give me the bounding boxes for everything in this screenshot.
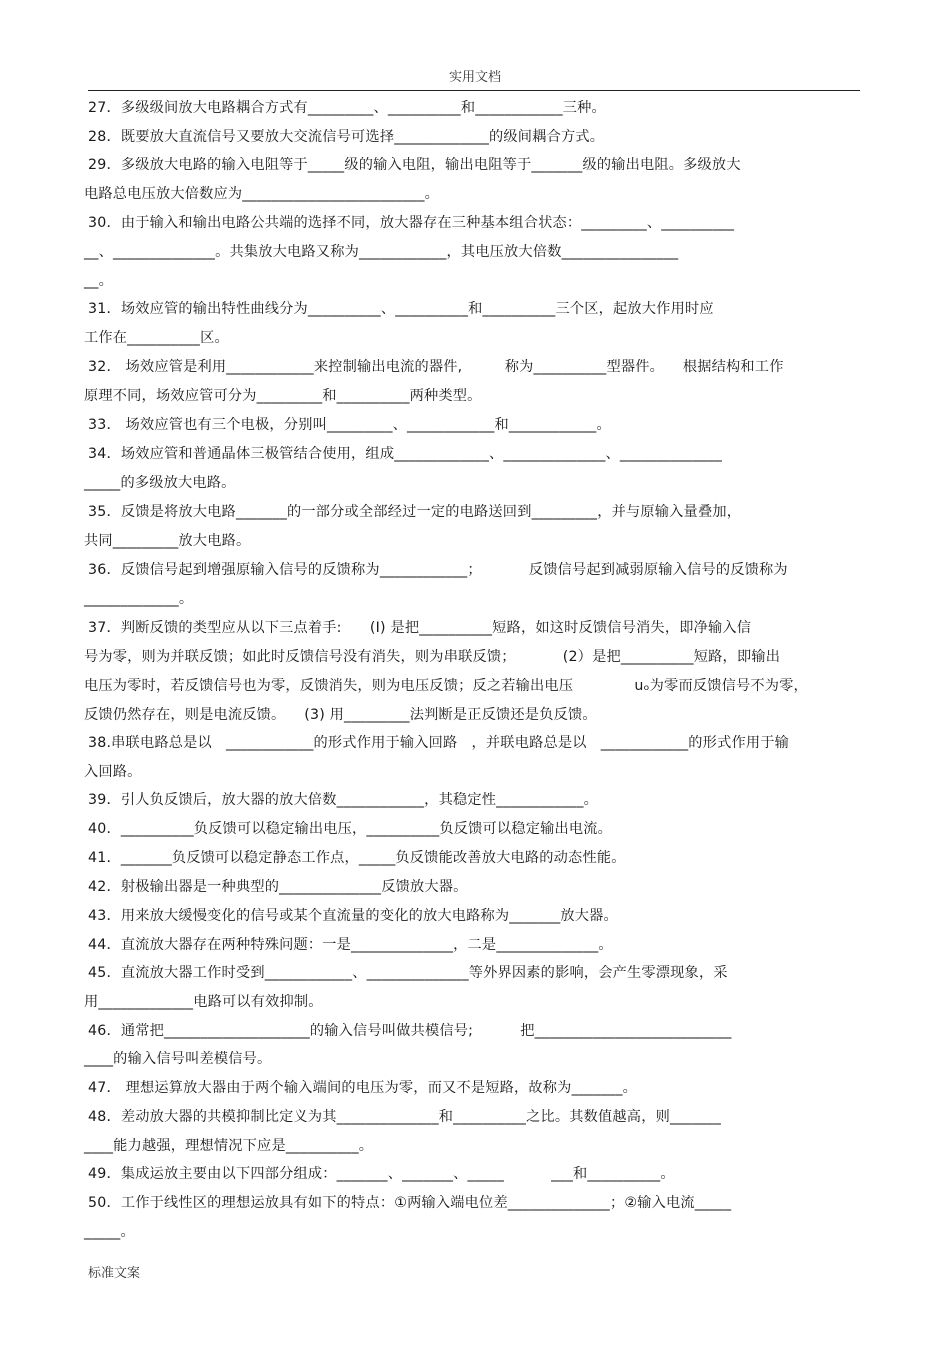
question-38-cont: 入回路。 <box>84 764 142 780</box>
question-34-cont: _____的多级放大电路。 <box>84 475 236 491</box>
question-37: 37．判断反馈的类型应从以下三点着手: (Ⅰ) 是把__________短路，如这时反馈信号消失，即净输入信 <box>88 620 752 636</box>
question-32-cont: 原理不同，场效应管可分为_________和__________两种类型。 <box>84 388 482 404</box>
question-40: 40．__________负反馈可以稳定输出电压，__________负反馈可以稳定输出电流。 <box>88 821 613 837</box>
question-29: 29．多级放大电路的输入电阻等于_____级的输入电阻，输出电阻等于_______级的输出电阻。多级放大 <box>88 157 741 173</box>
question-46: 46．通常把____________________的输入信号叫做共模信号; 把___________________________ <box>88 1023 732 1039</box>
question-39: 39．引人负反馈后，放大器的放大倍数____________，其稳定性____________。 <box>88 792 599 808</box>
question-47: 47． 理想运算放大器由于两个输入端间的电压为零，而又不是短路，故称为_______。 <box>88 1080 638 1096</box>
question-46-cont: ____的输入信号叫差模信号。 <box>84 1051 272 1067</box>
question-43: 43．用来放大缓慢变化的信号或某个直流量的变化的放大电路称为_______放大器。 <box>88 908 618 924</box>
question-29-cont: 电路总电压放大倍数应为_________________________。 <box>84 186 439 202</box>
question-37-cont: 反馈仍然存在，则是电流反馈。 (3) 用_________法判断是正反馈还是负反馈。 <box>84 707 597 723</box>
question-48: 48．差动放大器的共模抑制比定义为其______________和__________之比。其数值越高，则_______ <box>88 1109 722 1125</box>
question-35-cont: 共同_________放大电路。 <box>84 533 251 549</box>
page-footer: 标准文案 <box>88 1266 141 1281</box>
question-44: 44．直流放大器存在两种特殊问题：一是______________，二是______________。 <box>88 937 613 953</box>
question-45: 45．直流放大器工作时受到____________、______________等外界因素的影响，会产生零漂现象，采 <box>88 965 728 981</box>
question-27: 27．多级级间放大电路耦合方式有_________、__________和____________三种。 <box>88 100 606 116</box>
question-30-cont: __、______________。共集放大电路又称为____________，其电压放大倍数________________ <box>84 244 679 260</box>
question-31: 31．场效应管的输出特性曲线分为__________、__________和__________三个区，起放大作用时应 <box>88 301 714 317</box>
question-28: 28．既要放大直流信号又要放大交流信号可选择_____________的级间耦合方式。 <box>88 129 605 145</box>
question-34: 34．场效应管和普通晶体三极管结合使用，组成_____________、______________、______________ <box>88 446 723 462</box>
question-50: 50．工作于线性区的理想运放具有如下的特点：①两输入端电位差______________；②输入电流_____ <box>88 1195 732 1211</box>
question-38: 38.串联电路总是以 ____________的形式作用于输入回路 ，并联电路总是以 ____________的形式作用于输 <box>88 735 790 751</box>
question-33: 33． 场效应管也有三个电极，分别叫_________、____________和____________。 <box>88 417 611 433</box>
question-49: 49．集成运放主要由以下四部分组成：_______、_______、_____ ___和__________。 <box>88 1166 675 1182</box>
question-30: 30．由于输入和输出电路公共端的选择不同，放大器存在三种基本组合状态：_________、__________ <box>88 215 735 231</box>
question-37-cont: 电压为零时，若反馈信号也为零，反馈消失，则为电压反馈；反之若输出电压 uₒ为零而反馈信号不为零， <box>84 678 808 694</box>
question-50-cont: _____。 <box>84 1224 135 1240</box>
question-36-cont: _____________。 <box>84 591 194 607</box>
question-42: 42．射极输出器是一种典型的______________反馈放大器。 <box>88 879 468 895</box>
question-36: 36．反馈信号起到增强原输入信号的反馈称为____________； 反馈信号起到减弱原输入信号的反馈称为 <box>88 562 788 578</box>
page-header: 实用文档 <box>448 70 501 85</box>
question-30-cont: __。 <box>84 273 113 289</box>
question-35: 35．反馈是将放大电路_______的一部分或全部经过一定的电路送回到_________，并与原输入量叠加， <box>88 504 742 520</box>
question-37-cont: 号为零，则为并联反馈；如此时反馈信号没有消失，则为串联反馈； (2）是把__________短路，即输出 <box>84 649 781 665</box>
question-48-cont: ____能力越强，理想情况下应是__________。 <box>84 1138 374 1154</box>
question-45-cont: 用_____________电路可以有效抑制。 <box>84 994 323 1010</box>
header-rule <box>88 90 860 91</box>
question-41: 41．_______负反馈可以稳定静态工作点，_____负反馈能改善放大电路的动态性能。 <box>88 850 626 866</box>
question-31-cont: 工作在__________区。 <box>84 330 229 346</box>
question-32: 32． 场效应管是利用____________来控制输出电流的器件, 称为__________型器件。 根据结构和工作 <box>88 359 784 375</box>
